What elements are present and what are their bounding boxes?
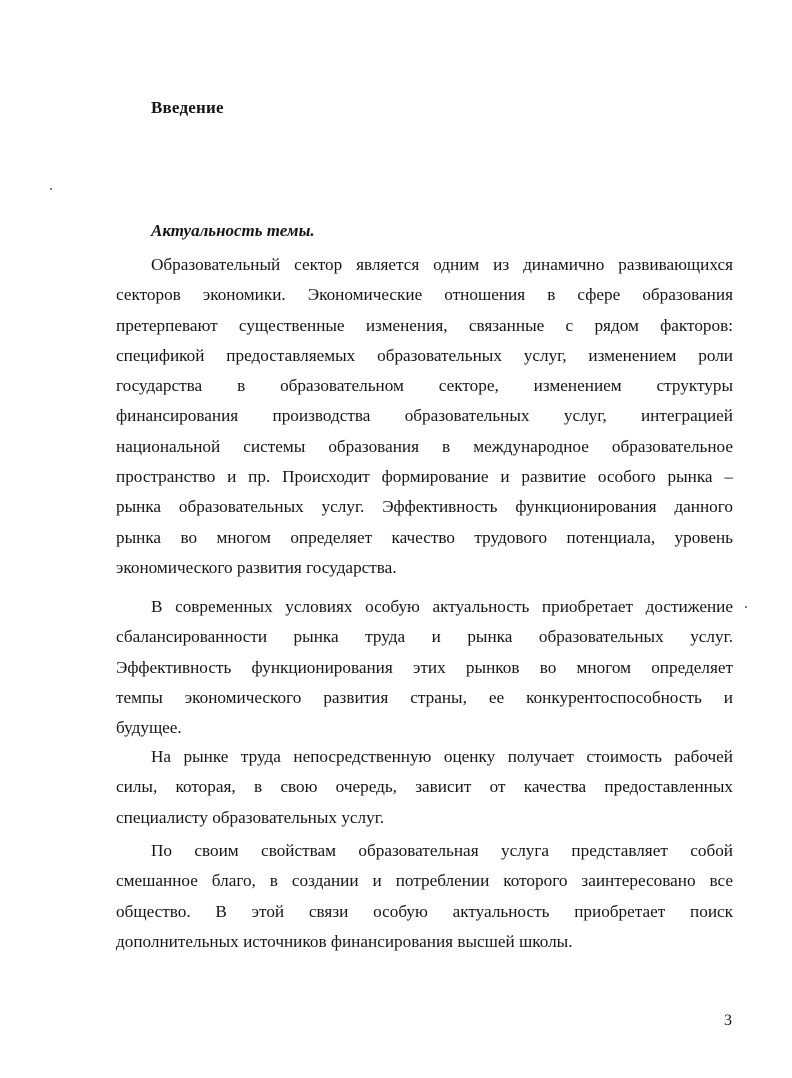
text-line: смешанное благо, в создании и потреблении которого заинтересовано все (116, 871, 733, 891)
text-line: дополнительных источников финансирования высшей школы. (116, 931, 573, 951)
text-line: Эффективность функционирования этих рынков во многом определяет (116, 657, 733, 677)
subsection-heading: Актуальность темы. (151, 221, 315, 240)
scan-speck (745, 606, 747, 608)
text-line: спецификой предоставляемых образовательных услуг, изменением роли (116, 345, 733, 365)
text-line: По своим свойствам образовательная услуга представляет собой (151, 841, 733, 860)
text-line: На рынке труда непосредственную оценку получает стоимость рабочей (151, 747, 733, 766)
paragraph-1 (116, 250, 733, 583)
text-line: сбалансированности рынка труда и рынка образовательных услуг. (116, 627, 733, 647)
page-number: 3 (724, 1012, 732, 1029)
paragraph-3 (116, 742, 733, 833)
text-line: специалисту образовательных услуг. (116, 807, 385, 827)
text-line: общество. В этой связи особую актуальность приобретает поиск (116, 901, 733, 921)
text-line: Образовательный сектор является одним из динамично развивающихся (151, 255, 733, 274)
text-line: силы, которая, в свою очередь, зависит от качества предоставленных (116, 777, 733, 797)
paragraph-4 (116, 836, 733, 957)
scan-speck (50, 188, 52, 190)
section-heading: Введение (151, 98, 224, 117)
text-line: государства в образовательном секторе, изменением структуры (116, 376, 733, 396)
text-line: В современных условиях особую актуальность приобретает достижение (151, 597, 733, 616)
text-line: рынка во многом определяет качество трудового потенциала, уровень (116, 527, 733, 547)
text-line: претерпевают существенные изменения, связанные с рядом факторов: (116, 315, 733, 335)
text-line: рынка образовательных услуг. Эффективность функционирования данного (116, 497, 733, 517)
text-line: экономического развития государства. (116, 557, 397, 577)
text-line: секторов экономики. Экономические отношения в сфере образования (116, 285, 733, 305)
paragraph-2 (116, 592, 733, 743)
text-line: финансирования производства образовательных услуг, интеграцией (116, 406, 733, 426)
text-line: пространство и пр. Происходит формирование и развитие особого рынка – (116, 467, 733, 487)
text-line: темпы экономического развития страны, ее конкурентоспособность и (116, 687, 733, 707)
text-line: будущее. (116, 718, 182, 738)
text-line: национальной системы образования в международное образовательное (116, 436, 733, 456)
